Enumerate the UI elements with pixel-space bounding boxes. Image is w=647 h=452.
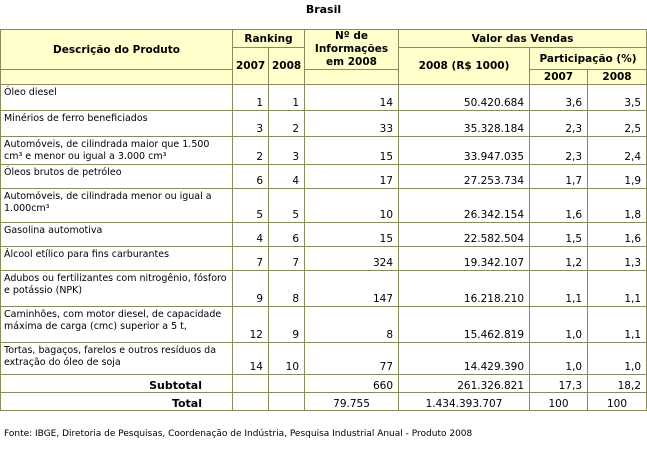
share-2008: 1,6: [588, 223, 647, 247]
header-ranking: Ranking: [233, 30, 305, 48]
share-2008: 1,3: [588, 247, 647, 271]
product-description: Automóveis, de cilindrada menor ou igual a 1.000cm³: [1, 189, 233, 223]
product-description: Caminhões, com motor diesel, de capacidade máxima de carga (cmc) superior a 5 t,: [1, 307, 233, 343]
share-2007: 1,0: [530, 343, 588, 375]
share-2007: 1,1: [530, 271, 588, 307]
table-row: [1, 137, 647, 165]
ranking-2008: 10: [269, 343, 305, 375]
info-count: 15: [305, 223, 399, 247]
ranking-2008: 5: [269, 189, 305, 223]
ranking-2007: 7: [233, 247, 269, 271]
share-2007: 1,0: [530, 307, 588, 343]
ranking-2007: 9: [233, 271, 269, 307]
ranking-2008: 8: [269, 271, 305, 307]
table-row: [1, 189, 647, 223]
share-2008: 3,5: [588, 85, 647, 111]
ranking-2007: 1: [233, 85, 269, 111]
ranking-2008: 7: [269, 247, 305, 271]
info-count: 324: [305, 247, 399, 271]
table-row: [1, 85, 647, 111]
share-2007: 1,5: [530, 223, 588, 247]
page-title: Brasil: [305, 3, 342, 16]
product-description: Minérios de ferro beneficiados: [1, 111, 233, 137]
header-descricao: Descrição do Produto: [1, 30, 233, 70]
total-label: Total: [1, 393, 233, 411]
share-2008: 2,4: [588, 137, 647, 165]
sales-value: 14.429.390: [399, 343, 530, 375]
share-2008: 1,1: [588, 307, 647, 343]
ranking-2008: 4: [269, 165, 305, 189]
share-2007: 1,7: [530, 165, 588, 189]
header-valor-vendas: Valor das Vendas: [399, 30, 647, 48]
subtotal-row: [1, 375, 647, 393]
share-2008: 1,0: [588, 343, 647, 375]
ranking-2007: 14: [233, 343, 269, 375]
ranking-2008: 9: [269, 307, 305, 343]
info-count: 14: [305, 85, 399, 111]
product-description: Adubos ou fertilizantes com nitrogênio, fósforo e potássio (NPK): [1, 271, 233, 307]
total-p2008: 100: [588, 393, 647, 411]
subtotal-label: Subtotal: [1, 375, 233, 393]
subtotal-info: 660: [305, 375, 399, 393]
product-description: Óleo diesel: [1, 85, 233, 111]
total-info: 79.755: [305, 393, 399, 411]
header-ranking-2008: 2008: [269, 48, 305, 85]
share-2007: 2,3: [530, 137, 588, 165]
table-row: [1, 165, 647, 189]
subtotal-valor: 261.326.821: [399, 375, 530, 393]
sales-value: 22.582.504: [399, 223, 530, 247]
product-description: Tortas, bagaços, farelos e outros resíduos da extração do óleo de soja: [1, 343, 233, 375]
product-description: Automóveis, de cilindrada maior que 1.500 cm³ e menor ou igual a 3.000 cm³: [1, 137, 233, 165]
ranking-2007: 3: [233, 111, 269, 137]
share-2008: 2,5: [588, 111, 647, 137]
sales-value: 16.218.210: [399, 271, 530, 307]
product-description: Óleos brutos de petróleo: [1, 165, 233, 189]
subtotal-p2008: 18,2: [588, 375, 647, 393]
sales-table: [0, 29, 647, 411]
ranking-2008: 3: [269, 137, 305, 165]
total-row: [1, 393, 647, 411]
ranking-2007: 2: [233, 137, 269, 165]
info-count: 147: [305, 271, 399, 307]
table-row: [1, 307, 647, 343]
share-2007: 1,2: [530, 247, 588, 271]
ranking-2007: 4: [233, 223, 269, 247]
sales-value: 15.462.819: [399, 307, 530, 343]
header-informacoes: Nº de Informações em 2008: [305, 30, 399, 70]
header-participacao-2008: 2008: [588, 70, 647, 85]
share-2008: 1,8: [588, 189, 647, 223]
table-row: [1, 111, 647, 137]
share-2007: 2,3: [530, 111, 588, 137]
sales-value: 33.947.035: [399, 137, 530, 165]
share-2007: 1,6: [530, 189, 588, 223]
subtotal-p2007: 17,3: [530, 375, 588, 393]
header-valor-2008: 2008 (R$ 1000): [399, 48, 530, 85]
ranking-2007: 6: [233, 165, 269, 189]
info-count: 17: [305, 165, 399, 189]
share-2008: 1,1: [588, 271, 647, 307]
share-2008: 1,9: [588, 165, 647, 189]
header-participacao: Participação (%): [530, 48, 647, 70]
ranking-2008: 2: [269, 111, 305, 137]
total-valor: 1.434.393.707: [399, 393, 530, 411]
info-count: 10: [305, 189, 399, 223]
ranking-2007: 12: [233, 307, 269, 343]
ranking-2008: 1: [269, 85, 305, 111]
product-description: Álcool etílico para fins carburantes: [1, 247, 233, 271]
header-participacao-2007: 2007: [530, 70, 588, 85]
table-row: [1, 247, 647, 271]
sales-value: 35.328.184: [399, 111, 530, 137]
info-count: 8: [305, 307, 399, 343]
info-count: 15: [305, 137, 399, 165]
sales-value: 19.342.107: [399, 247, 530, 271]
sales-value: 27.253.734: [399, 165, 530, 189]
product-description: Gasolina automotiva: [1, 223, 233, 247]
sales-value: 26.342.154: [399, 189, 530, 223]
share-2007: 3,6: [530, 85, 588, 111]
ranking-2008: 6: [269, 223, 305, 247]
sales-value: 50.420.684: [399, 85, 530, 111]
info-count: 77: [305, 343, 399, 375]
info-count: 33: [305, 111, 399, 137]
source-note: Fonte: IBGE, Diretoria de Pesquisas, Coordenação de Indústria, Pesquisa Industrial Anual - Produto 2008: [4, 429, 473, 439]
table-row: [1, 223, 647, 247]
table-row: [1, 343, 647, 375]
table-row: [1, 271, 647, 307]
header-ranking-2007: 2007: [233, 48, 269, 85]
total-p2007: 100: [530, 393, 588, 411]
ranking-2007: 5: [233, 189, 269, 223]
